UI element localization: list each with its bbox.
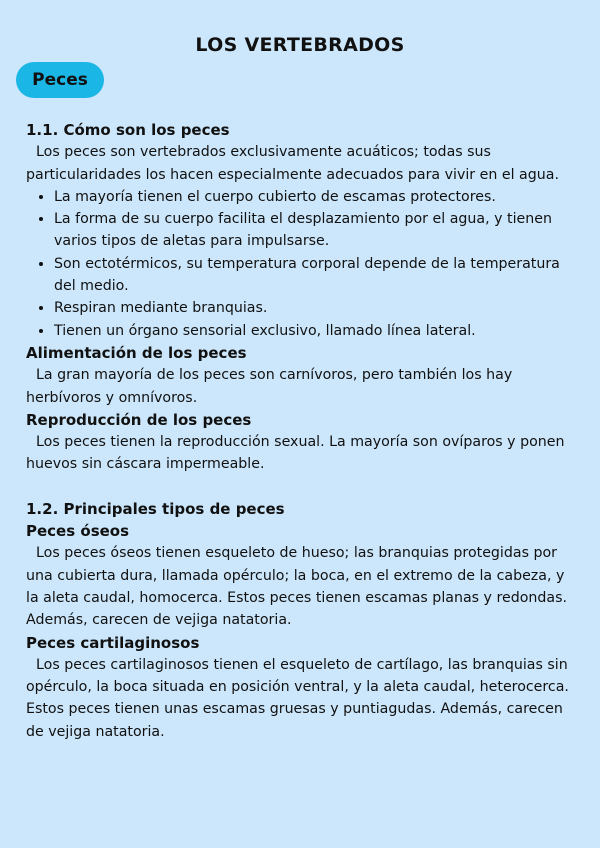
section-tag	[16, 62, 104, 98]
content	[26, 119, 574, 743]
list-item: • Son ectotérmicos, su temperatura corporal depende de la temperatura del medio.	[54, 253, 574, 298]
heading-oseos: Peces óseos	[26, 522, 130, 541]
heading-reproduccion: Reproducción de los peces	[26, 410, 252, 429]
heading-alimentacion: Alimentación de los peces	[26, 343, 247, 362]
features-list	[26, 186, 574, 342]
list-item: • La forma de su cuerpo facilita el desplazamiento por el agua, y tienen varios tipos de aletas para impulsarse.	[54, 208, 574, 253]
heading-cartilaginosos: Peces cartilaginosos	[26, 633, 200, 652]
heading-1-1: 1.1. Cómo son los peces	[26, 121, 230, 139]
intro-paragraph: Los peces son vertebrados exclusivamente acuáticos; todas sus particularidades los hacen especialmente adecuados para vivir en el agua.	[26, 144, 559, 183]
page-title: LOS VERTEBRADOS	[195, 34, 405, 56]
list-item: • La mayoría tienen el cuerpo cubierto de escamas protectores.	[54, 186, 574, 208]
heading-1-2: 1.2. Principales tipos de peces	[26, 499, 285, 518]
list-item: • Tienen un órgano sensorial exclusivo, llamado línea lateral.	[54, 320, 574, 342]
cartilaginosos-paragraph: Los peces cartilaginosos tienen el esqueleto de cartílago, las branquias sin opérculo, la boca situada en posición ventral, y la aleta caudal, heterocerca. Estos peces tienen unas escamas gruesas y puntiagudas. Además, carecen de vejiga natatoria.	[26, 656, 569, 740]
alimentacion-paragraph: La gran mayoría de los peces son carnívoros, pero también los hay herbívoros y omnívoros.	[26, 367, 513, 406]
reproduccion-paragraph: Los peces tienen la reproducción sexual. La mayoría son ovíparos y ponen huevos sin cáscara impermeable.	[26, 434, 565, 473]
list-item: • Respiran mediante branquias.	[54, 297, 574, 319]
oseos-paragraph: Los peces óseos tienen esqueleto de hueso; las branquias protegidas por una cubierta dura, llamada opérculo; la boca, en el extremo de la cabeza, y la aleta caudal, homocerca. Estos peces tienen escamas planas y redondas. Además, carecen de vejiga natatoria.	[26, 545, 567, 629]
section-tag-label: Peces	[32, 70, 88, 90]
